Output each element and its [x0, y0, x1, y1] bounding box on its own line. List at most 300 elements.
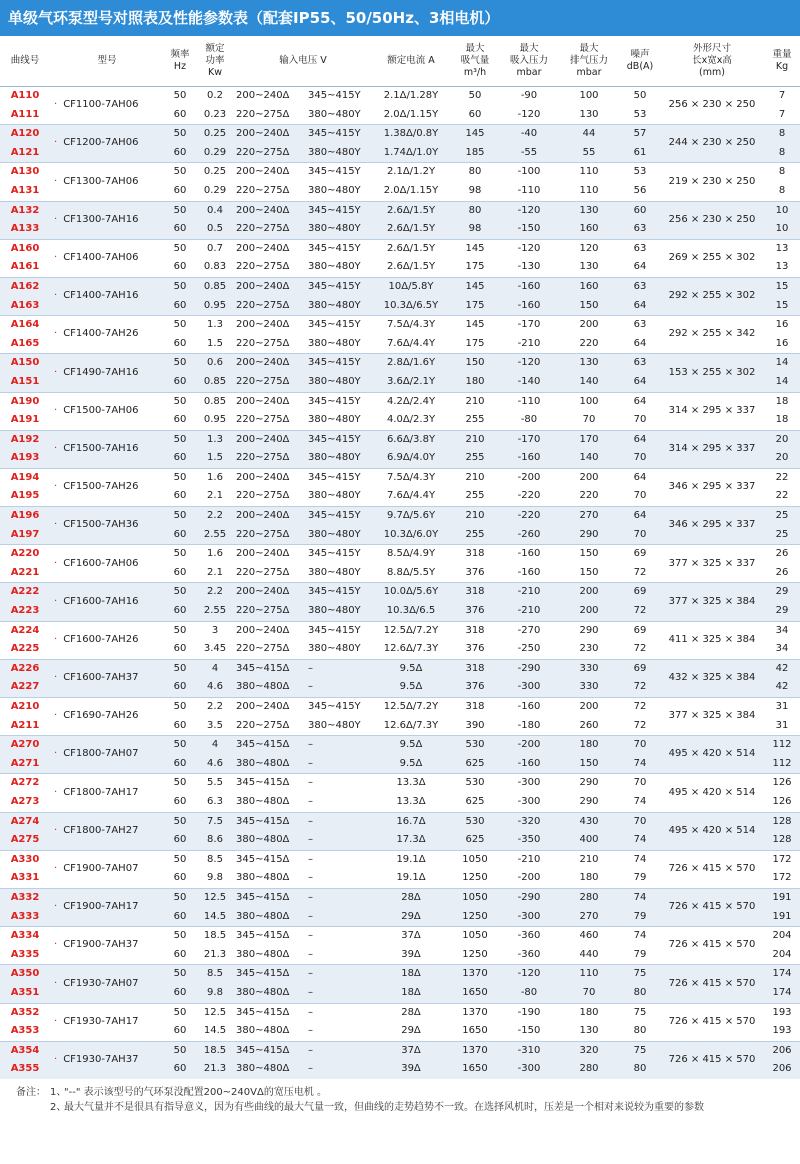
voltage-delta: 200~240Δ	[234, 163, 306, 182]
rated-current: 2.6Δ/1.5Y	[372, 201, 450, 220]
curve-number: A221	[0, 564, 50, 583]
voltage-wye: –	[306, 965, 372, 984]
voltage-wye: 345~415Y	[306, 354, 372, 373]
max-discharge: 150	[558, 297, 620, 316]
max-discharge: 55	[558, 144, 620, 163]
rated-current: 7.6Δ/4.4Y	[372, 335, 450, 354]
model-label: CF1500-7AH06	[63, 404, 139, 416]
max-discharge: 270	[558, 507, 620, 526]
rated-power: 0.5	[196, 220, 234, 239]
voltage-delta: 200~240Δ	[234, 354, 306, 373]
curve-number: A121	[0, 144, 50, 163]
bullet-icon: ·	[54, 1015, 58, 1027]
voltage-delta: 220~275Δ	[234, 564, 306, 583]
rated-current: 2.6Δ/1.5Y	[372, 239, 450, 258]
noise-level: 70	[620, 411, 660, 430]
max-suction: -190	[500, 1003, 558, 1022]
model-label: CF1100-7AH06	[63, 99, 139, 111]
max-suction: -150	[500, 220, 558, 239]
curve-number: A353	[0, 1022, 50, 1041]
max-discharge: 180	[558, 869, 620, 888]
weight: 7	[764, 87, 800, 106]
max-flow: 210	[450, 430, 500, 449]
model-name	[50, 888, 164, 926]
max-discharge: 290	[558, 621, 620, 640]
max-discharge: 110	[558, 163, 620, 182]
frequency: 60	[164, 908, 196, 927]
curve-number: A227	[0, 678, 50, 697]
frequency: 60	[164, 564, 196, 583]
noise-level: 63	[620, 316, 660, 335]
rated-power: 4	[196, 736, 234, 755]
noise-level: 64	[620, 335, 660, 354]
curve-number: A160	[0, 239, 50, 258]
voltage-delta: 200~240Δ	[234, 201, 306, 220]
weight: 16	[764, 335, 800, 354]
voltage-delta: 380~480Δ	[234, 946, 306, 965]
voltage-delta: 380~480Δ	[234, 755, 306, 774]
model-label: CF1500-7AH26	[63, 481, 139, 493]
header-model: 型号	[50, 36, 164, 87]
curve-number: A331	[0, 869, 50, 888]
frequency: 60	[164, 220, 196, 239]
voltage-delta: 380~480Δ	[234, 1022, 306, 1041]
frequency: 60	[164, 144, 196, 163]
table-row	[0, 736, 800, 755]
rated-power: 18.5	[196, 1041, 234, 1060]
voltage-wye: 345~415Y	[306, 545, 372, 564]
max-suction: -210	[500, 850, 558, 869]
noise-level: 60	[620, 201, 660, 220]
rated-power: 0.29	[196, 144, 234, 163]
curve-number: A350	[0, 965, 50, 984]
dimensions: 495 × 420 × 514	[660, 774, 764, 812]
rated-current: 6.6Δ/3.8Y	[372, 430, 450, 449]
frequency: 50	[164, 507, 196, 526]
table-row	[0, 545, 800, 564]
rated-current: 2.1Δ/1.28Y	[372, 87, 450, 106]
model-label: CF1600-7AH06	[63, 557, 139, 569]
noise-level: 80	[620, 984, 660, 1003]
rated-current: 37Δ	[372, 1041, 450, 1060]
voltage-delta: 200~240Δ	[234, 545, 306, 564]
frequency: 50	[164, 545, 196, 564]
max-discharge: 150	[558, 564, 620, 583]
weight: 128	[764, 831, 800, 850]
weight: 10	[764, 201, 800, 220]
model-label: CF1800-7AH07	[63, 748, 139, 760]
max-suction: -300	[500, 774, 558, 793]
max-discharge: 230	[558, 640, 620, 659]
noise-level: 56	[620, 182, 660, 201]
table-row	[0, 277, 800, 296]
dimensions: 432 × 325 × 384	[660, 659, 764, 697]
curve-number: A194	[0, 468, 50, 487]
weight: 174	[764, 984, 800, 1003]
max-suction: -120	[500, 106, 558, 125]
bullet-icon: ·	[54, 939, 58, 951]
frequency: 60	[164, 297, 196, 316]
rated-current: 19.1Δ	[372, 850, 450, 869]
noise-level: 70	[620, 774, 660, 793]
model-name	[50, 621, 164, 659]
voltage-wye: 345~415Y	[306, 277, 372, 296]
curve-number: A332	[0, 888, 50, 907]
dimensions: 292 × 255 × 302	[660, 277, 764, 315]
curve-number: A151	[0, 373, 50, 392]
voltage-delta: 380~480Δ	[234, 1060, 306, 1079]
rated-current: 12.6Δ/7.3Y	[372, 640, 450, 659]
voltage-delta: 200~240Δ	[234, 239, 306, 258]
frequency: 60	[164, 106, 196, 125]
noise-level: 75	[620, 1003, 660, 1022]
rated-current: 9.5Δ	[372, 736, 450, 755]
header-dims: 外形尺寸 长x宽x高 (mm)	[660, 36, 764, 87]
voltage-wye: 345~415Y	[306, 239, 372, 258]
noise-level: 72	[620, 678, 660, 697]
model-name	[50, 965, 164, 1003]
rated-power: 0.95	[196, 411, 234, 430]
max-flow: 145	[450, 316, 500, 335]
table-row	[0, 468, 800, 487]
notes-label: 备注：	[16, 1086, 46, 1098]
curve-number: A330	[0, 850, 50, 869]
rated-power: 3	[196, 621, 234, 640]
model-name	[50, 468, 164, 506]
model-label: CF1930-7AH17	[63, 1015, 139, 1027]
rated-power: 4.6	[196, 678, 234, 697]
max-flow: 98	[450, 182, 500, 201]
frequency: 50	[164, 736, 196, 755]
max-flow: 1370	[450, 965, 500, 984]
model-name	[50, 239, 164, 277]
frequency: 50	[164, 927, 196, 946]
bullet-icon: ·	[54, 748, 58, 760]
max-discharge: 70	[558, 411, 620, 430]
max-flow: 1650	[450, 1022, 500, 1041]
rated-power: 9.8	[196, 869, 234, 888]
frequency: 60	[164, 526, 196, 545]
frequency: 60	[164, 602, 196, 621]
max-flow: 376	[450, 640, 500, 659]
noise-level: 64	[620, 430, 660, 449]
voltage-wye: 380~480Y	[306, 335, 372, 354]
max-flow: 530	[450, 812, 500, 831]
table-row	[0, 125, 800, 144]
curve-number: A132	[0, 201, 50, 220]
frequency: 50	[164, 965, 196, 984]
max-flow: 1650	[450, 984, 500, 1003]
weight: 126	[764, 793, 800, 812]
bullet-icon: ·	[54, 977, 58, 989]
rated-power: 1.6	[196, 545, 234, 564]
model-label: CF1930-7AH37	[63, 1053, 139, 1065]
rated-current: 7.5Δ/4.3Y	[372, 316, 450, 335]
weight: 13	[764, 239, 800, 258]
noise-level: 70	[620, 526, 660, 545]
bullet-icon: ·	[54, 99, 58, 111]
model-name	[50, 125, 164, 163]
voltage-wye: 380~480Y	[306, 297, 372, 316]
voltage-wye: 345~415Y	[306, 698, 372, 717]
dimensions: 346 × 295 × 337	[660, 507, 764, 545]
max-flow: 175	[450, 258, 500, 277]
bullet-icon: ·	[54, 710, 58, 722]
max-suction: -200	[500, 869, 558, 888]
max-suction: -90	[500, 87, 558, 106]
curve-number: A197	[0, 526, 50, 545]
model-name	[50, 430, 164, 468]
frequency: 60	[164, 1022, 196, 1041]
max-suction: -40	[500, 125, 558, 144]
voltage-wye: –	[306, 869, 372, 888]
max-flow: 318	[450, 621, 500, 640]
noise-level: 64	[620, 392, 660, 411]
frequency: 60	[164, 793, 196, 812]
curve-number: A275	[0, 831, 50, 850]
rated-current: 12.5Δ/7.2Y	[372, 698, 450, 717]
model-name	[50, 507, 164, 545]
voltage-delta: 380~480Δ	[234, 831, 306, 850]
table-row	[0, 927, 800, 946]
voltage-wye: 345~415Y	[306, 621, 372, 640]
model-name	[50, 659, 164, 697]
frequency: 50	[164, 812, 196, 831]
frequency: 60	[164, 411, 196, 430]
voltage-wye: –	[306, 946, 372, 965]
curve-number: A226	[0, 659, 50, 678]
max-suction: -160	[500, 297, 558, 316]
max-flow: 390	[450, 717, 500, 736]
bullet-icon: ·	[54, 557, 58, 569]
dimensions: 726 × 415 × 570	[660, 965, 764, 1003]
rated-power: 8.5	[196, 850, 234, 869]
max-discharge: 160	[558, 220, 620, 239]
max-suction: -360	[500, 946, 558, 965]
voltage-wye: –	[306, 1022, 372, 1041]
bullet-icon: ·	[54, 404, 58, 416]
max-flow: 80	[450, 163, 500, 182]
notes	[0, 1079, 800, 1115]
rated-power: 0.85	[196, 392, 234, 411]
frequency: 50	[164, 850, 196, 869]
frequency: 50	[164, 1003, 196, 1022]
curve-number: A111	[0, 106, 50, 125]
max-discharge: 400	[558, 831, 620, 850]
weight: 26	[764, 564, 800, 583]
voltage-delta: 345~415Δ	[234, 927, 306, 946]
bullet-icon: ·	[54, 519, 58, 531]
curve-number: A110	[0, 87, 50, 106]
voltage-delta: 220~275Δ	[234, 449, 306, 468]
max-flow: 625	[450, 831, 500, 850]
dimensions: 411 × 325 × 384	[660, 621, 764, 659]
voltage-delta: 220~275Δ	[234, 182, 306, 201]
curve-number: A192	[0, 430, 50, 449]
table-row	[0, 354, 800, 373]
noise-level: 75	[620, 1041, 660, 1060]
noise-level: 72	[620, 602, 660, 621]
model-name	[50, 163, 164, 201]
dimensions: 377 × 325 × 384	[660, 583, 764, 621]
curve-number: A334	[0, 927, 50, 946]
model-label: CF1300-7AH16	[63, 213, 139, 225]
bullet-icon: ·	[54, 863, 58, 875]
max-discharge: 120	[558, 239, 620, 258]
voltage-wye: –	[306, 831, 372, 850]
max-flow: 318	[450, 698, 500, 717]
max-discharge: 210	[558, 850, 620, 869]
voltage-delta: 345~415Δ	[234, 965, 306, 984]
max-suction: -300	[500, 793, 558, 812]
frequency: 50	[164, 583, 196, 602]
model-label: CF1400-7AH16	[63, 290, 139, 302]
table-row	[0, 812, 800, 831]
voltage-wye: –	[306, 736, 372, 755]
rated-current: 10.3Δ/6.5	[372, 602, 450, 621]
curve-number: A196	[0, 507, 50, 526]
rated-current: 6.9Δ/4.0Y	[372, 449, 450, 468]
rated-power: 0.85	[196, 373, 234, 392]
rated-current: 39Δ	[372, 946, 450, 965]
max-discharge: 110	[558, 182, 620, 201]
voltage-delta: 380~480Δ	[234, 869, 306, 888]
max-suction: -290	[500, 888, 558, 907]
noise-level: 64	[620, 507, 660, 526]
noise-level: 69	[620, 583, 660, 602]
max-flow: 376	[450, 678, 500, 697]
max-suction: -300	[500, 908, 558, 927]
max-discharge: 100	[558, 392, 620, 411]
curve-number: A164	[0, 316, 50, 335]
dimensions: 269 × 255 × 302	[660, 239, 764, 277]
max-discharge: 200	[558, 468, 620, 487]
rated-power: 1.3	[196, 316, 234, 335]
noise-level: 70	[620, 449, 660, 468]
header-power: 额定 功率 Kw	[196, 36, 234, 87]
max-flow: 175	[450, 297, 500, 316]
max-flow: 145	[450, 125, 500, 144]
weight: 26	[764, 545, 800, 564]
voltage-wye: –	[306, 1003, 372, 1022]
max-flow: 1250	[450, 946, 500, 965]
max-discharge: 200	[558, 602, 620, 621]
max-suction: -110	[500, 392, 558, 411]
header-current: 额定电流 A	[372, 36, 450, 87]
bullet-icon: ·	[54, 175, 58, 187]
voltage-wye: –	[306, 908, 372, 927]
voltage-wye: 345~415Y	[306, 583, 372, 602]
max-flow: 376	[450, 564, 500, 583]
rated-current: 9.5Δ	[372, 678, 450, 697]
model-label: CF1900-7AH07	[63, 863, 139, 875]
curve-number: A131	[0, 182, 50, 201]
table-row	[0, 583, 800, 602]
max-discharge: 430	[558, 812, 620, 831]
rated-current: 13.3Δ	[372, 774, 450, 793]
table-row	[0, 659, 800, 678]
max-suction: -200	[500, 468, 558, 487]
max-suction: -120	[500, 239, 558, 258]
max-discharge: 150	[558, 545, 620, 564]
rated-power: 0.95	[196, 297, 234, 316]
dimensions: 377 × 325 × 384	[660, 698, 764, 736]
rated-power: 0.83	[196, 258, 234, 277]
rated-power: 8.5	[196, 965, 234, 984]
frequency: 60	[164, 984, 196, 1003]
rated-power: 12.5	[196, 1003, 234, 1022]
weight: 14	[764, 354, 800, 373]
curve-number: A271	[0, 755, 50, 774]
weight: 42	[764, 659, 800, 678]
curve-number: A163	[0, 297, 50, 316]
rated-current: 29Δ	[372, 908, 450, 927]
model-label: CF1400-7AH06	[63, 252, 139, 264]
curve-number: A133	[0, 220, 50, 239]
header-voltage: 输入电压 V	[234, 36, 372, 87]
dimensions: 153 × 255 × 302	[660, 354, 764, 392]
model-label: CF1800-7AH17	[63, 786, 139, 798]
note-number: 1、	[50, 1086, 67, 1098]
rated-power: 0.2	[196, 87, 234, 106]
max-suction: -100	[500, 163, 558, 182]
max-suction: -250	[500, 640, 558, 659]
rated-power: 3.45	[196, 640, 234, 659]
voltage-wye: –	[306, 888, 372, 907]
max-discharge: 330	[558, 678, 620, 697]
model-name	[50, 774, 164, 812]
rated-power: 2.55	[196, 526, 234, 545]
rated-power: 0.4	[196, 201, 234, 220]
weight: 18	[764, 411, 800, 430]
model-name	[50, 698, 164, 736]
weight: 25	[764, 526, 800, 545]
voltage-delta: 345~415Δ	[234, 659, 306, 678]
max-suction: -270	[500, 621, 558, 640]
weight: 8	[764, 182, 800, 201]
bullet-icon: ·	[54, 595, 58, 607]
noise-level: 64	[620, 258, 660, 277]
table-row	[0, 1041, 800, 1060]
max-suction: -80	[500, 411, 558, 430]
rated-current: 2.6Δ/1.5Y	[372, 220, 450, 239]
noise-level: 74	[620, 888, 660, 907]
weight: 31	[764, 698, 800, 717]
rated-current: 39Δ	[372, 1060, 450, 1079]
weight: 191	[764, 888, 800, 907]
max-discharge: 290	[558, 774, 620, 793]
noise-level: 75	[620, 965, 660, 984]
model-name	[50, 316, 164, 354]
voltage-delta: 220~275Δ	[234, 717, 306, 736]
table-row	[0, 888, 800, 907]
voltage-delta: 200~240Δ	[234, 583, 306, 602]
voltage-wye: 380~480Y	[306, 182, 372, 201]
voltage-wye: –	[306, 812, 372, 831]
max-flow: 1650	[450, 1060, 500, 1079]
dimensions: 314 × 295 × 337	[660, 430, 764, 468]
frequency: 60	[164, 946, 196, 965]
noise-level: 72	[620, 717, 660, 736]
frequency: 60	[164, 258, 196, 277]
note-number: 2、	[50, 1101, 67, 1113]
curve-number: A162	[0, 277, 50, 296]
max-suction: -160	[500, 545, 558, 564]
header-flow: 最大 吸气量 m³/h	[450, 36, 500, 87]
noise-level: 61	[620, 144, 660, 163]
voltage-wye: –	[306, 659, 372, 678]
noise-level: 70	[620, 736, 660, 755]
